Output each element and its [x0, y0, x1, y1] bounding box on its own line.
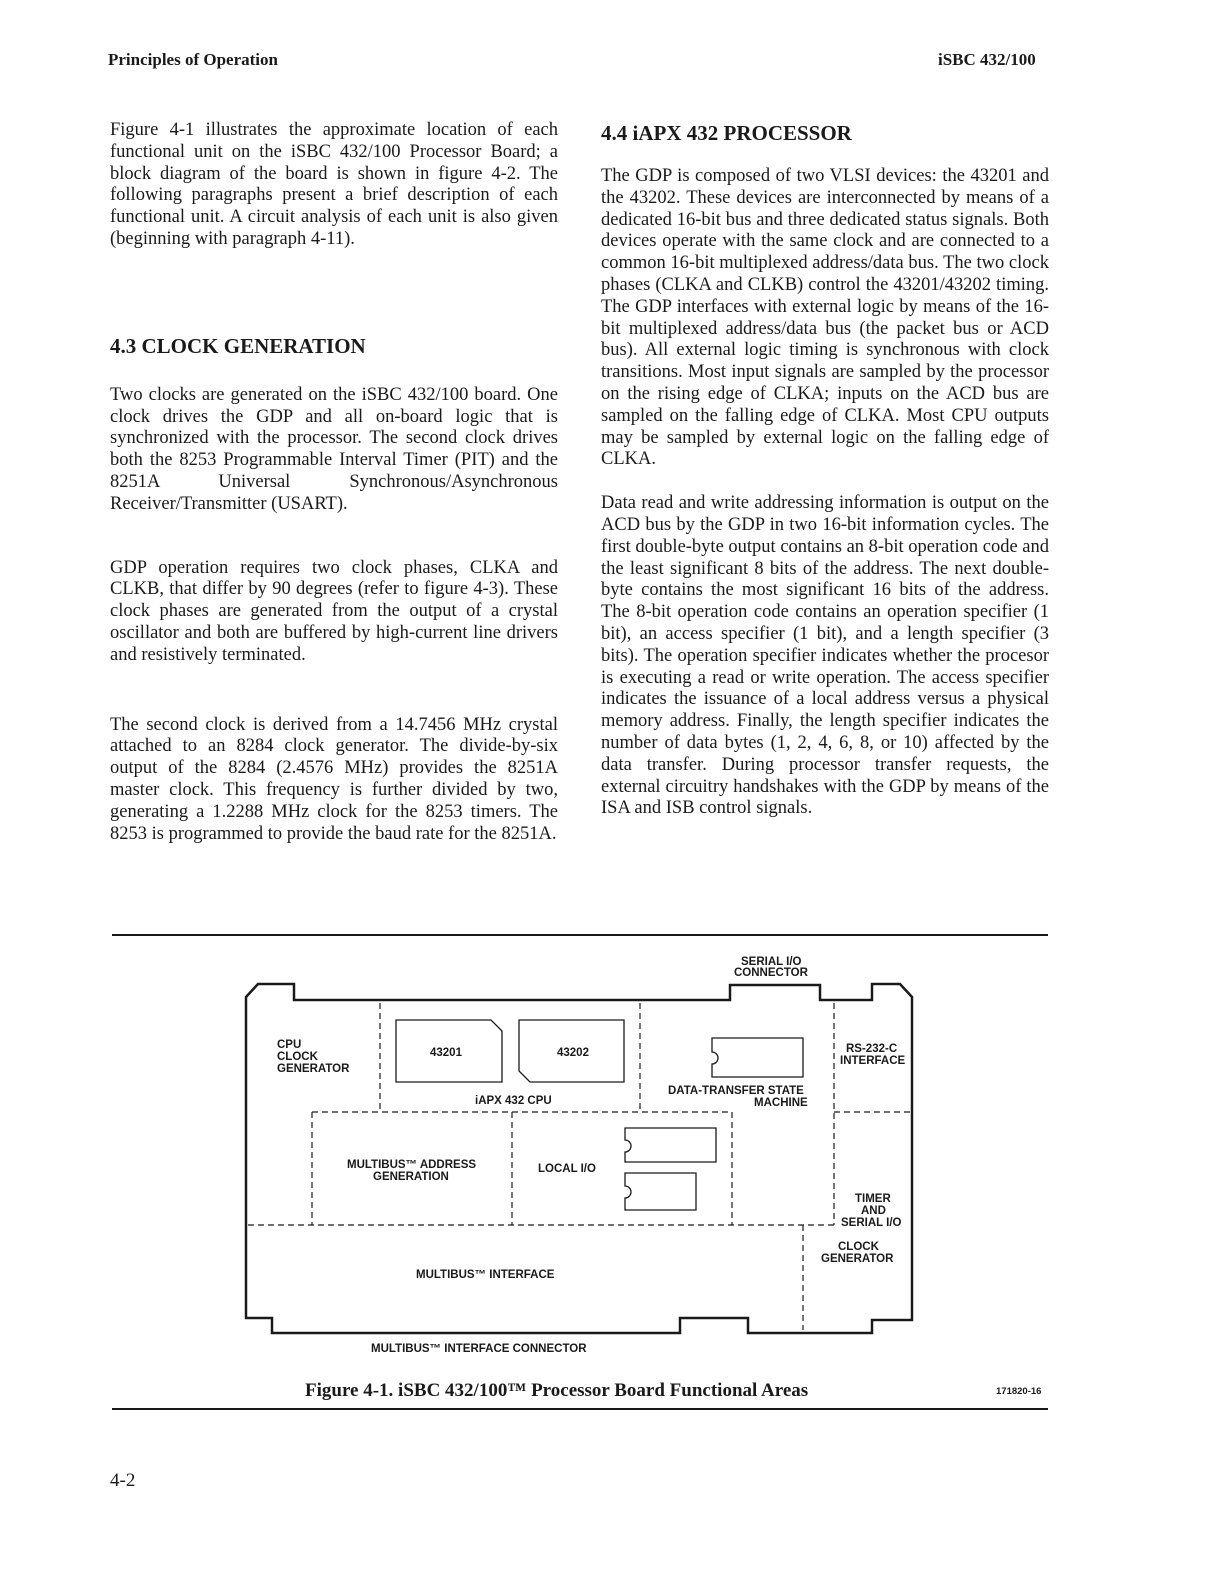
- multibus-connector-label: MULTIBUS™ INTERFACE CONNECTOR: [371, 1343, 587, 1355]
- figure-caption: Figure 4-1. iSBC 432/100™ Processor Board Functional Areas: [305, 1380, 809, 1401]
- page-number: 4-2: [110, 1470, 136, 1491]
- clock-gen-label-1: CLOCK: [838, 1241, 879, 1253]
- clock-paragraph-2: GDP operation requires two clock phases, CLKA and CLKB, that differ by 90 degrees (refer to figure 4-3). These clock phases are generated from the output of a crystal oscillator and both are buffered by high-current line drivers and resistively terminated.: [110, 557, 558, 665]
- serial-io-connector-label-1: SERIAL I/O: [741, 956, 802, 968]
- cpu-clock-label-1: CPU: [277, 1039, 302, 1051]
- cpu-clock-label-3: GENERATOR: [277, 1063, 350, 1075]
- processor-paragraph-2: Data read and write addressing information is output on the ACD bus by the GDP in two 16-bit information cycles. The first double-byte output contains an 8-bit operation code and the least significant 8 bits of the address. The next double-byte contains the most significant 16 bits of the address. The 8-bit operation code contains an operation specifier (1 bit), an access specifier (1 bit), and a length specifier (3 bits). The operation specifier indicates whether the procesor is executing a read or write operation. The access specifier indicates the issuance of a local address versus a physical memory address. Finally, the length specifier indicates the number of data bytes (1, 2, 4, 6, 8, or 10) affected by the data transfer. During processor transfer requests, the external circuitry handshakes with the GDP by means of the ISA and ISB control signals.: [601, 493, 1049, 819]
- clock-gen-label-2: GENERATOR: [821, 1253, 894, 1265]
- cpu-clock-label-2: CLOCK: [277, 1051, 318, 1063]
- intro-paragraph: Figure 4-1 illustrates the approximate location of each functional unit on the iSBC 432/100 Processor Board; a block diagram of the board is shown in figure 4-2. The following paragraphs present a brief description of each functional unit. A circuit analysis of each unit is also given (beginning with paragraph 4-11).: [110, 120, 558, 249]
- local-io-component-2: [625, 1173, 696, 1210]
- clock-paragraph-1: Two clocks are generated on the iSBC 432/100 board. One clock drives the GDP and all on-board logic that is synchronized with the processor. The second clock drives both the 8253 Programmable Interval Timer (PIT) and the 8251A Universal Synchronous/Asynchronous Receiver/Transmitter (USART).: [110, 384, 558, 514]
- processor-paragraph-1: The GDP is composed of two VLSI devices: the 43201 and the 43202. These devices are interconnected by means of a dedicated 16-bit bus and three dedicated status signals. Both devices operate with the same clock and are connected to a common 16-bit multiplexed address/data bus. The two clock phases (CLKA and CLKB) control the 43201/43202 timing. The GDP interfaces with external logic by means of the 16-bit multiplexed address/data bus (the packet bus or ACD bus). All external logic timing is synchronous with clock transitions. Most input signals are sampled by the processor on the rising edge of CLKA; inputs on the ACD bus are sampled on the falling edge of CLKA. Most CPU outputs may be sampled by external logic on the falling edge of CLKA.: [601, 166, 1049, 470]
- dts-component: [712, 1038, 803, 1077]
- timer-label-3: SERIAL I/O: [841, 1217, 902, 1229]
- section-title-clock-generation: 4.3 CLOCK GENERATION: [110, 333, 366, 358]
- running-header-left: Principles of Operation: [108, 50, 278, 69]
- timer-label-1: TIMER: [855, 1193, 891, 1205]
- multibus-interface-label: MULTIBUS™ INTERFACE: [416, 1269, 555, 1281]
- section-title-processor: 4.4 iAPX 432 PROCESSOR: [601, 121, 852, 145]
- clock-paragraph-3: The second clock is derived from a 14.7456 MHz crystal attached to an 8284 clock generator. The divide-by-six output of the 8284 (2.4576 MHz) provides the 8251A master clock. This frequency is further divided by two, generating a 1.2288 MHz clock for the 8253 timers. The 8253 is programmed to provide the baud rate for the 8251A.: [110, 714, 558, 844]
- chip-43202-label: 43202: [557, 1047, 589, 1059]
- dts-label-2: MACHINE: [754, 1097, 808, 1109]
- local-io-component-1: [625, 1128, 716, 1162]
- dts-label-1: DATA-TRANSFER STATE: [668, 1085, 804, 1097]
- running-header-right: iSBC 432/100: [938, 50, 1036, 69]
- local-io-label: LOCAL I/O: [538, 1163, 596, 1175]
- rs232-label-2: INTERFACE: [840, 1055, 906, 1067]
- multibus-address-label-2: GENERATION: [373, 1171, 449, 1183]
- timer-label-2: AND: [861, 1205, 886, 1217]
- iapx-cpu-label: iAPX 432 CPU: [475, 1095, 552, 1107]
- serial-io-connector-label-2: CONNECTOR: [734, 967, 808, 979]
- chip-43201-label: 43201: [430, 1047, 462, 1059]
- figure-number: 171820-16: [996, 1386, 1042, 1397]
- board-outline: [246, 984, 912, 1333]
- rs232-label-1: RS-232-C: [846, 1043, 898, 1055]
- multibus-address-label-1: MULTIBUS™ ADDRESS: [347, 1159, 477, 1171]
